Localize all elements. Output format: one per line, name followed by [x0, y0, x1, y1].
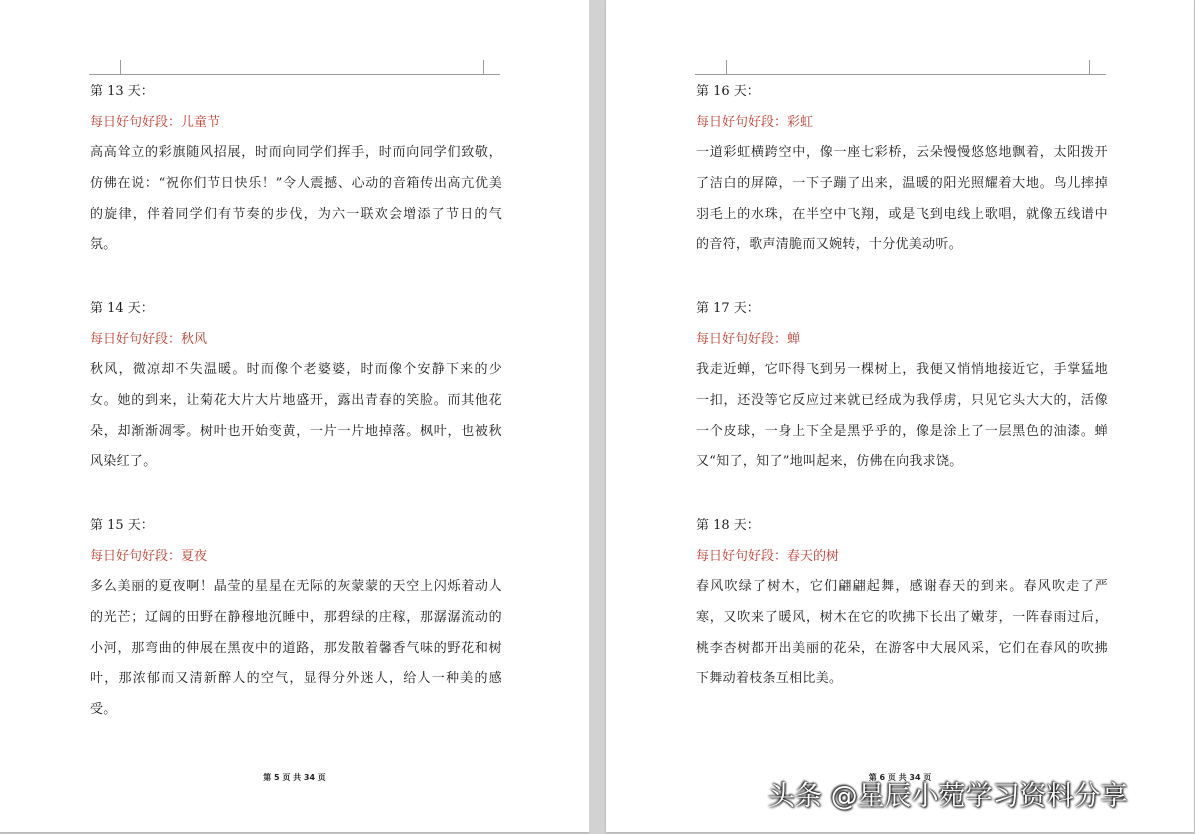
- section-body: 多么美丽的夏夜啊！晶莹的星星在无际的灰蒙蒙的天空上闪烁着动人的光芒；辽阔的田野在静穆地沉睡中，那碧绿的庄稼，那潺潺流动的小河，那弯曲的伸展在黑夜中的道路，那发散着馨香气味的野花和树叶，那浓郁而又清新醉人的空气，显得分外迷人，给人一种美的感受。: [90, 579, 502, 718]
- section-title: 每日好句好段：秋风: [90, 332, 208, 347]
- section-title: 每日好句好段：夏夜: [90, 549, 208, 564]
- day-label: 第 13 天：: [90, 84, 154, 99]
- day-label: 第 16 天：: [696, 84, 760, 99]
- day-section: [696, 515, 1108, 731]
- page-footer: 第 6 页 共 34 页: [868, 773, 932, 782]
- section-body: 春风吹绿了树木，它们翩翩起舞，感谢春天的到来。春风吹走了严寒，又吹来了暖风，树木在它的吹拂下长出了嫩芽，一阵春雨过后，桃李杏树都开出美丽的花朵，在游客中大展风采，它们在春风的吹拂下舞动着枝条互相比美。: [696, 579, 1108, 687]
- day-section: [696, 81, 1108, 297]
- page-footer: 第 5 页 共 34 页: [263, 773, 326, 782]
- watermark: 头条 @星辰小菀学习资料分享: [768, 781, 1128, 812]
- margin-corner-mark: [710, 60, 727, 75]
- section-body: 一道彩虹横跨空中，像一座七彩桥，云朵慢慢悠悠地飘着，太阳拨开了洁白的屏障，一下子蹦了出来，温暖的阳光照耀着大地。鸟儿摔掉羽毛上的水珠，在半空中飞翔，或是飞到电线上歌唱，就像五线谱中的音符，歌声清脆而又婉转，十分优美动听。: [696, 145, 1108, 253]
- day-section: [90, 81, 502, 297]
- day-section: [90, 298, 502, 514]
- section-title: 每日好句好段：蝉: [696, 332, 801, 347]
- page-content: [90, 80, 502, 731]
- section-title: 每日好句好段：儿童节: [90, 115, 221, 130]
- margin-corner-mark: [483, 60, 500, 75]
- section-body: 秋风，微凉却不失温暖。时而像个老婆婆，时而像个安静下来的少女。她的到来，让菊花大片大片地盛开，露出青春的笑脸。而其他花朵，却渐渐凋零。树叶也开始变黄，一片一片地掉落。枫叶，也被秋风染红了。: [90, 362, 502, 470]
- day-label: 第 18 天：: [696, 518, 760, 533]
- page-gap: [589, 0, 606, 834]
- margin-corner-mark: [104, 60, 121, 75]
- day-label: 第 17 天：: [696, 301, 760, 316]
- section-body: 我走近蝉，它吓得飞到另一棵树上，我便又悄悄地接近它，手掌猛地一扣，还没等它反应过来就已经成为我俘虏，只见它头大大的，活像一个皮球，一身上下全是黑乎乎的，像是涂上了一层黑色的油漆。蝉又“知了，知了”地叫起来，仿佛在向我求饶。: [696, 362, 1108, 470]
- section-title: 每日好句好段：春天的树: [696, 549, 840, 564]
- header-rule: [695, 74, 1106, 75]
- document-page-6: [606, 0, 1194, 832]
- header-rule: [89, 74, 500, 75]
- margin-corner-mark: [1089, 60, 1106, 75]
- day-label: 第 14 天：: [90, 301, 154, 316]
- day-section: [696, 298, 1108, 514]
- day-label: 第 15 天：: [90, 518, 154, 533]
- section-title: 每日好句好段：彩虹: [696, 115, 814, 130]
- section-body: 高高耸立的彩旗随风招展，时而向同学们挥手，时而向同学们致敬，仿佛在说：“祝你们节日快乐！”令人震撼、心动的音箱传出高亢优美的旋律，伴着同学们有节奏的步伐，为六一联欢会增添了节日的气氛。: [90, 145, 502, 253]
- page-content: [696, 80, 1108, 731]
- day-section: [90, 515, 502, 731]
- document-page-5: [0, 0, 589, 832]
